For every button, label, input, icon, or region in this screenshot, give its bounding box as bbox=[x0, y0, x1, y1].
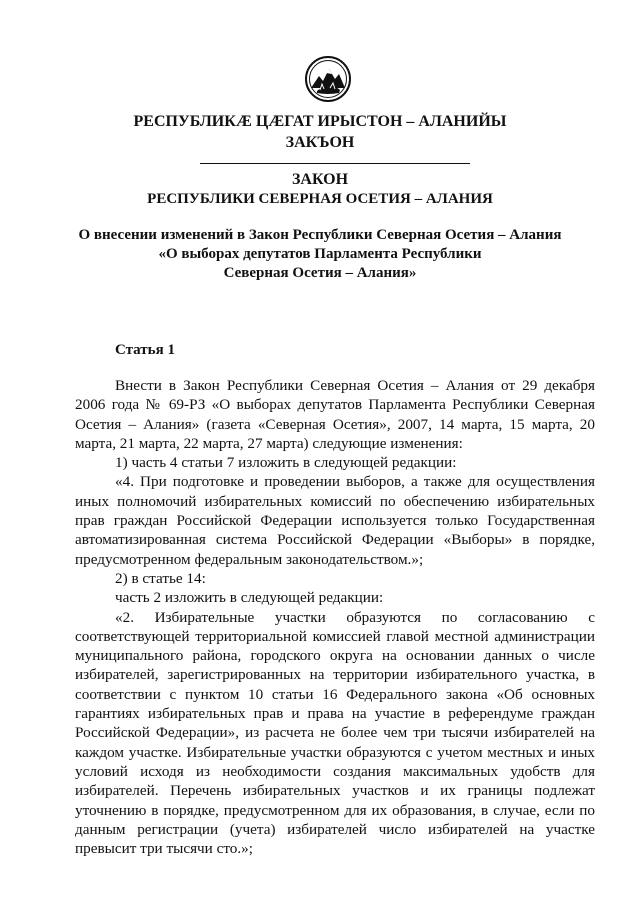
paragraph: часть 2 изложить в следующей редакции: bbox=[115, 589, 384, 607]
article-heading: Статья 1 bbox=[115, 342, 175, 358]
article-body bbox=[75, 376, 595, 858]
paragraph: «4. При подготовке и проведении выборов, а также для осуществления иных полномочий избирательных комиссий по обеспечению избирательных прав граждан Российской Федерации используется только Государственная автоматизированная система Российской Федерации «Выборы» в порядке, предусмотренном федеральным законодательством.»; bbox=[75, 473, 595, 568]
republic-name-russian: РЕСПУБЛИКИ СЕВЕРНАЯ ОСЕТИЯ – АЛАНИЯ bbox=[147, 191, 493, 207]
republic-name-ossetian: РЕСПУБЛИКӔ ЦӔГАТ ИРЫСТОН – АЛАНИЙЫ bbox=[133, 113, 507, 130]
law-title bbox=[0, 226, 640, 283]
paragraph: 1) часть 4 статьи 7 изложить в следующей редакции: bbox=[115, 454, 457, 472]
coat-of-arms-icon bbox=[304, 55, 352, 103]
law-title-line: О внесении изменений в Закон Республики Северная Осетия – Алания bbox=[78, 227, 562, 243]
header-divider bbox=[200, 163, 470, 164]
paragraph: 2) в статье 14: bbox=[115, 569, 206, 587]
paragraph: Внести в Закон Республики Северная Осетия – Алания от 29 декабря 2006 года № 69-РЗ «О выборах депутатов Парламента Республики Северная Осетия – Алания» (газета «Северная Осетия», 2007, 14 марта, 15 марта, 20 марта, 21 марта, 22 марта, 27 марта) следующие изменения: bbox=[75, 377, 595, 452]
law-label-russian: ЗАКОН bbox=[291, 171, 349, 188]
paragraph: «2. Избирательные участки образуются по согласованию с соответствующей территориальной комиссией главой местной администрации муниципального района, городского округа на основании данных о числе избирателей, зарегистрированных на территории избирательного участка, в соответствии с пунктом 10 статьи 16 Федерального закона «Об основных гарантиях избирательных прав и права на участие в референдуме граждан Российской Федерации», из расчета не более чем три тысячи избирателей на каждом участке. Избирательные участки образуются с учетом местных и иных условий исходя из необходимости создания максимальных удобств для избирателей. Перечень избирательных участков и их границы подлежат уточнению в порядке, предусмотренном для их образования, в случае, если по данным регистрации (учета) избирателей число избирателей на участке превысит три тысячи сто.»; bbox=[75, 608, 595, 858]
law-title-line: «О выборах депутатов Парламента Республики bbox=[158, 246, 482, 262]
law-label-ossetian: ЗАКЪОН bbox=[285, 134, 355, 151]
law-title-line: Северная Осетия – Алания» bbox=[223, 265, 417, 281]
